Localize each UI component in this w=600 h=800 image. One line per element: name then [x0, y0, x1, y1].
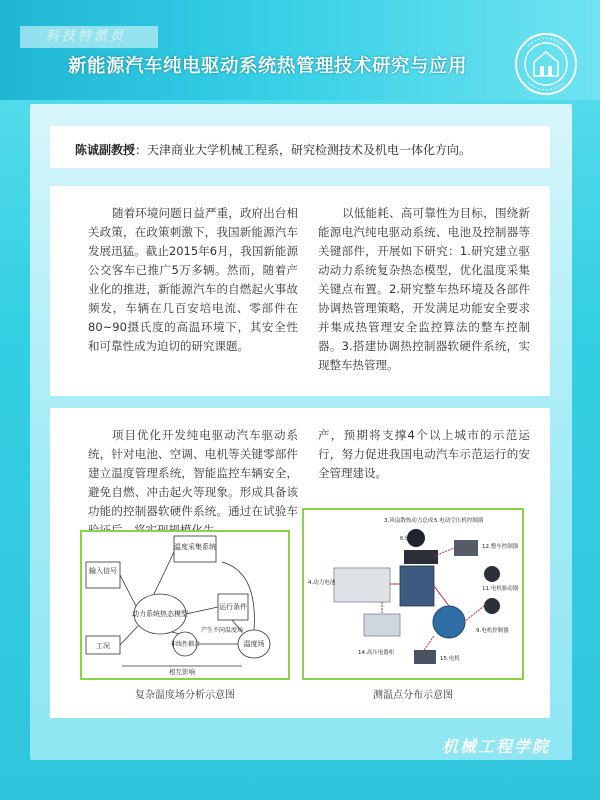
label-motor: 15.电机: [440, 656, 460, 662]
intro-card: [50, 186, 550, 396]
results-left-text: 项目优化开发纯电驱动汽车驱动系统，针对电池、空调、电机等关键零部件建立温度管理系统，智能监控车辆安全，避免自燃、冲击起火等现象。形成具备该功能的控制器软硬件系统。通过在试验车: [88, 428, 298, 518]
thermal-field-diagram: [82, 532, 288, 678]
label-hv-cabinet: 14.高压电器柜: [358, 650, 395, 656]
author-card: [50, 126, 550, 168]
figure-sensor-distribution-caption: 测温点分布示意图: [373, 690, 453, 701]
node-model: 动力系统热态模型: [132, 610, 188, 618]
label-drive: 11.电机驱动器: [482, 586, 519, 592]
intro-right-text: 以低能耗、高可靠性为目标，围绕新能源电汽纯电驱动系统、电池及控制器等关键部件，开展如下研究：1.研究建立驱动动力系统复杂热态模型，优化温度采集关键点布置。2.研究整车热环境及各部件协调热管理策略，开发满足功能安全要求并集成热管理安全监控算法的整车控制器。3.搭建协调热控制器软硬件系统，实现整车热管理。: [318, 206, 530, 372]
figure-thermal-field: [80, 530, 290, 680]
label-aux: 6.辅助系统: [400, 536, 425, 542]
intro-left-text: 随着环境问题日益严重，政府出台相关政策，在政策刺激下，我国新能源汽车发展迅猛。截止2015年6月，我国新能源公交客车已推广5万多辆。然而，随着产业化的推进，新能源汽车的自燃起火事故频发，车辆在几百安培电流、零部件在80~90摄氏度的高温环境下，其安全性和可靠性成为迫切的研究课题。: [88, 206, 298, 353]
results-right-text: 产，预期将支撑4个以上城市的示范运行，努力促进我国电动汽车示范运行的安全管理建设。: [318, 428, 530, 480]
node-mutual: 相互影响: [169, 668, 195, 676]
header-band: [0, 0, 600, 100]
sensor-distribution-diagram: [304, 510, 522, 678]
node-collect: 温度采集系统: [174, 543, 216, 551]
label-motor-controller: 9.电机控制器: [476, 628, 509, 634]
header-tag: 科技特派员: [20, 26, 158, 48]
author-bio: 天津商业大学机械工程系，研究检测技术及机电一体化方向。: [147, 143, 472, 157]
page-title: 新能源汽车纯电驱动系统热管理技术研究与应用: [68, 56, 468, 77]
author-colon: ：: [135, 143, 148, 157]
node-run: 运行条件: [219, 603, 247, 611]
author-name: 陈诚副教授: [75, 143, 136, 157]
figure-thermal-field-caption: 复杂温度场分析示意图: [135, 690, 235, 701]
node-nonlinear: 非线性耦合: [169, 641, 201, 648]
label-fan: 3.风扇散热动力总成: [384, 518, 434, 524]
label-compressor: 5.电动空压机控制器: [434, 518, 484, 524]
node-produce: 产生不同温度场: [200, 627, 244, 634]
figure-sensor-distribution: [302, 508, 524, 680]
node-field: 温度场: [243, 640, 265, 648]
university-seal-logo: [514, 32, 578, 96]
node-condition: 工况: [96, 642, 110, 650]
footer-school-name: 机械工程学院: [442, 737, 551, 756]
node-input: 输入信号: [89, 567, 117, 575]
label-vcu: 12.整车控制器: [482, 544, 519, 550]
label-battery: 4.动力电池: [308, 580, 336, 586]
